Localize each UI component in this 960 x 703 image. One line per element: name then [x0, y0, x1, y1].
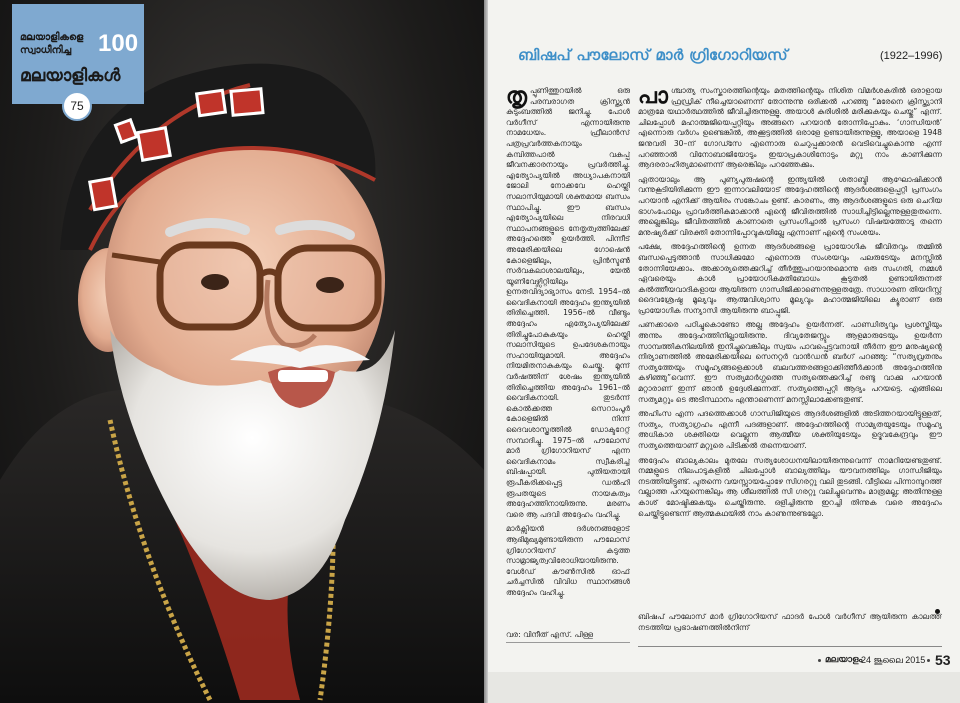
page-number: 53 [935, 652, 951, 668]
column-right-paragraph: ശ്ചാത്യ സംസ്കാരത്തിന്റെയും മതത്തിന്റെയും നിശിത വിമർശകരിൽ ഒരാളായ ഫ്രഡ്രിക് നീച്ചെയാണെന്ന് തോന്നുന്നു ഒരിക്കൽ പറഞ്ഞു “മരേനെ ക്രിസ്ത്യാനി മാത്രമേ യഥാർത്ഥത്തിൽ ജീവിച്ചിരുന്നുള്ളൂ. അയാൾ കുരിശിൽ മരിക്കുകയും ചെയ്തു” എന്ന്. ചിലപ്പോൾ മഹാത്മജിയെപ്പറ്റിയും അങ്ങനെ പറയാൻ തോന്നിപ്പോകും. ‘ഗാന്ധിയൻ’ എന്നൊരു വർഗം ഉണ്ടെങ്കിൽ, അക്കൂട്ടത്തിൽ ഒരാളേ ഉണ്ടായിരുന്നുള്ളൂ, അയാളെ 1948 ജനുവരി 30–ന് ഗോഡ്സേ എന്നൊരു ചെറുപ്പക്കാരൻ വെടിവെച്ചുകൊന്നു എന്ന് പറഞ്ഞാൽ വിനോബാജിയോടും ഇയാപ്രകാശിനോടും മറ്റു നാം കാണിക്കുന്ന ആദരരാഹിത്യമാണെന്ന് ആരെങ്കിലും പറഞ്ഞേക്കും. [638, 86, 942, 170]
issue-date: 24 ജൂലൈ 2015 [861, 655, 926, 665]
article-header [518, 46, 948, 72]
page-footer [488, 652, 960, 670]
footer-dot [818, 659, 821, 662]
footer-dot [927, 659, 930, 662]
column-right-paragraph: ഏതായാലും ആ പുണ്യപുരുഷന്റെ ഇന്ത്യയിൽ ശതാബ്ദി ആഘോഷിക്കാൻ വന്നുകൂടിയിരിക്കുന്ന ഈ ഇന്നാവലിയോട് അദ്ദേഹത്തിന്റെ ആദർശങ്ങളെപ്പറ്റി പ്രസംഗം പറയാൻ എനിക്ക് ആയിരം സങ്കോചം ഉണ്ട്. കാരണം, ആ ആദർശങ്ങളുടെ ഒരു ചെറിയ ഭാഗംപോലും പ്രാവർത്തികമാക്കാൻ എന്റെ ജീവിതത്തിൽ സാധിച്ചിട്ടില്ലെന്നുള്ളതുതന്നെ. അല്ലെങ്കിലും ജീവിതത്തിൽ കാണാതെ പ്രസംഗിച്ചാൽ പ്രസംഗ വിഷയത്തോടു തന്നെ മനുഷ്യർക്ക് വിരക്തി തോന്നിപ്പോവുകയില്ലേ എന്നാണ് എന്റെ സംശയം. [638, 174, 942, 237]
column-left-paragraph: പ്പൂണിത്തുറയിൽ ഒരു പരമ്പരാഗത ക്രിസ്ത്യൻ കുടുംബത്തിൽ ജനിച്ചു. പോൾ വർഗീസ് എന്നായിരുന്നു നാമധേയം. ഫ്രീലാൻസ് പത്രപ്രവർത്തകനായും കമ്പിത്തപാൽ വകുപ്പ് ജീവനക്കാരനായും പ്രവർത്തിച്ചു. എത്യോപ്യയിൽ അധ്യാപകനായി ജോലി നോക്കവേ ഹെയ്ലി സലാസിയുമായി ശക്തമായ ബന്ധം സ്ഥാപിച്ചു. ഈ ബന്ധം എത്യോപ്യയിലെ നിരവധി സ്ഥാപനങ്ങളുടെ നേതൃത്വത്തിലേക്ക് അദ്ദേഹത്തെ ഉയർത്തി. പിന്നീട് അമേരിക്കയിലെ ഗോഷെൻ കോളെജിലും, പ്രിൻസ്ടൺ സർവകലാശാലയിലും, യേൽ യൂണിവേഴ്സിറ്റിയിലും ഉന്നതവിദ്യാഭ്യാസം നേടി. 1954–ൽ വൈദികനായി അദ്ദേഹം ഇന്ത്യയിൽ തിരിച്ചെത്തി. 1956–ൽ വീണ്ടും അദ്ദേഹം എത്യോപ്യയിലേക്ക് തിരിച്ചുപോകുകയും ഹെയ്ലി സലാസിയുടെ ഉപദേശകനായും സഹായിയുമായി. അദ്ദേഹം നിയമിതനാകുകയും ചെയ്തു. മൂന്ന് വർഷത്തിന് ശേഷം ഇന്ത്യയിൽ തിരിച്ചെത്തിയ അദ്ദേഹം 1961–ൽ വൈദികനായി. തുടർന്ന് കൊൽക്കത്ത സെറാംപൂർ കോളെജിൽ നിന്ന് ദൈവശാസ്ത്രത്തിൽ ഡോക്ടറേറ്റ് സമ്പാദിച്ചു. 1975–ൽ പൗലോസ് മാർ ഗ്രിഗോറിയസ് എന്ന വൈദികനാമം സ്വീകരിച്ച് ബിഷപ്പായി. പുതിയതായി രൂപീകരിക്കപ്പെട്ട ഡൽഹി രൂപതയുടെ നായകത്വം അദ്ദേഹത്തിനായിരുന്നു. മരണം വരെ ആ പദവി അദ്ദേഹം വഹിച്ചു. [506, 86, 630, 519]
series-line-1: മലയാളികളെ [20, 32, 84, 43]
entry-number-badge: 75 [62, 91, 92, 121]
series-line-2: സ്വാധീനിച്ച [20, 45, 72, 56]
series-line-3: മലയാളികൾ [20, 66, 121, 86]
byline-divider [506, 642, 630, 643]
dropcap-left: തൃ [506, 86, 527, 109]
page-bottom-margin [488, 672, 960, 703]
series-banner [12, 4, 144, 104]
column-right-paragraph: പണക്കാരെ പഠിച്ചുകൊണ്ടോ അല്ല അദ്ദേഹം ഉയർന്നത്. പാണ്ഡിത്യവും പ്രശസ്തിയും അന്നും അദ്ദേഹത്തിനില്ലായിരുന്നു. ദിവ്യതേജസ്സും ആളമാരുടേയും ഉയർന്ന സാമ്പത്തികനിലയിൽ ഇനിച്ചുവെങ്കിലും സ്വയം പാവപ്പെട്ടവനായി തീർന്ന ഈ മനുഷ്യന്റെ നിര്യാണത്തിൽ അമേരിക്കയിലെ സെനറ്റർ വാൻഡൻ ബർഗ് പറഞ്ഞു: “സത്യവ്രതനും സത്യത്തേയും സമൂഹ്യങ്ങളെക്കാൾ ബലവത്തരങ്ങളാക്കിത്തീർക്കാൻ അദ്ദേഹത്തിനു കഴിഞ്ഞു”വെന്ന്. ഈ സത്യമാർഗ്ഗത്തെ സത്യത്തെക്കുറിച്ച് രണ്ടു വാക്കു പറയാൻ മറ്റാരാണ് ഇന്ന് ഞാൻ ഉദ്ദേശിക്കുന്നത്. സത്യത്തെപ്പറ്റി ആദ്യം പറയട്ടെ. എങ്ങിലെ സത്യമറ്റും ടെ അടിസ്ഥാനം എന്താണെന്ന് മനസ്സിലാക്കേണ്ടതുണ്ട്. [638, 320, 942, 404]
column-left-paragraph: മാർക്സിയൻ ദർശനങ്ങളോട് ആഭിമുഖ്യമുണ്ടായിരുന്ന പൗലോസ് ഗ്രിഗോറിയസ് കടുത്ത സാമ്രാജ്യത്വവിരോധിയായിരുന്നു. വേൾഡ് കൗൺസിൽ ഓഫ് ചർച്ചസിൽ വിവിധ സ്ഥാനങ്ങൾ അദ്ദേഹം വഹിച്ചു. [506, 524, 630, 597]
article-title: ബിഷപ് പൗലോസ് മാർ ഗ്രിഗോറിയസ് [518, 46, 788, 64]
column-right-paragraph: അഹിംസ എന്ന പദത്തെക്കാൾ ഗാന്ധിജിയുടെ ആദർശങ്ങളിൽ അടിത്തറയായിട്ടുള്ളത്, സത്യം, സത്യാഗ്രഹം എന്നീ പദങ്ങളാണ്. അദ്ദേഹത്തിന്റെ സാമ്യതയുടേയും സമൂഹ്യ അധികാര ശക്തിയെ വെല്ലുന്ന ആത്മീയ ശക്തിയുടേയും ഉദ്ഭവകേന്ദ്രവും ഈ സത്യത്തെയാണ് മറ്റുരെ പിടിക്കൽ തന്നെയാണ്. [638, 409, 942, 450]
right-page [488, 0, 960, 703]
article-column-left [506, 86, 630, 626]
article-footnote [638, 612, 942, 642]
magazine-name: മലയാളം [825, 655, 863, 665]
series-number-100: 100 [98, 30, 139, 57]
article-years: (1922–1996) [880, 50, 943, 62]
footnote-text: ബിഷപ് പൗലോസ് മാർ ഗ്രിഗോറിയസ് ഫാദർ പോൾ വർഗീസ് ആയിരുന്ന കാലത്ത് നടത്തിയ പ്രഭാഷണത്തിൽനിന്ന് [638, 612, 942, 632]
illustration-credit: വര: വിനീത് എസ്. പിള്ള [506, 630, 594, 639]
article-column-right [638, 86, 942, 626]
column-right-paragraph: പക്ഷേ, അദ്ദേഹത്തിന്റെ ഉന്നത ആദർശങ്ങളെ പ്രായോഗിക ജീവിതവും തമ്മിൽ ബന്ധപ്പെടുത്താൻ സാധിക്കുമോ എന്നൊരു സംശയവും പലരുടേയും മനസ്സിൽ തോന്നിയേക്കാം. അക്കാര്യത്തെക്കുറിച്ച് തീർത്തുപറയാനുമൊന്നു ഒരു സംഗതി, നമ്മൾ ഏവരെയും കാൾ പ്രായോഗികമതിബോധം കൂടുതൽ ഉണ്ടായിരുന്നത് കൽത്തീയവാദികളായ ആയിരുന്ന ഗാന്ധിജിക്കാണെന്നുള്ളതത്രേ. സാധാരണ തിയറിസ്റ്റ് ദൈവശ്രേഷ്ഠ മൂല്യവും ആത്മവിശ്വാസ മൂല്യവും മഹാത്മജിയിലെ ക്യൂരാണ് ഒരു പ്രായോഗിക സന്യാസി ആയിരുന്നു ബാപ്പുജി. [638, 242, 942, 315]
footnote-divider [638, 646, 942, 647]
column-right-paragraph: അദ്ദേഹം ബാല്യകാലം മുതലേ സത്യശോധനയിലായിരുന്നുവെന്ന് നാമറിയേണ്ടതുണ്ട്. നമ്മളുടെ നിലപാടുകളിൽ ചിലപ്പോൾ ബാല്യത്തിലും യൗവനത്തിലും ഗാന്ധിജിയും നടത്തിയിട്ടുണ്ട്. പുതന്നെ വയസ്സായപ്പോഴേ സിഗരറ്റു വലി തുടങ്ങി. വീട്ടിലെ പിന്നാമ്പുറത്ത് വല്ലാത്ത പറയുന്നെങ്കിലും ആ ശീലത്തിൽ സി ഗരറ്റു വലിച്ചുവെന്നും മാത്രമല്ല; അതിന്നുള്ള കാശ് മോഷ്ടിക്കുകയും ചെയ്തിരുന്നു. ഒളിച്ചിരുന്നു ഇറച്ചി തിന്നുക വരെ അദ്ദേഹം ചെയ്തിട്ടുണ്ടെന്ന് ആത്മകഥയിൽ നാം കാണുന്നുണ്ടല്ലോ. [638, 455, 942, 518]
dropcap-right: പാ [638, 86, 668, 109]
